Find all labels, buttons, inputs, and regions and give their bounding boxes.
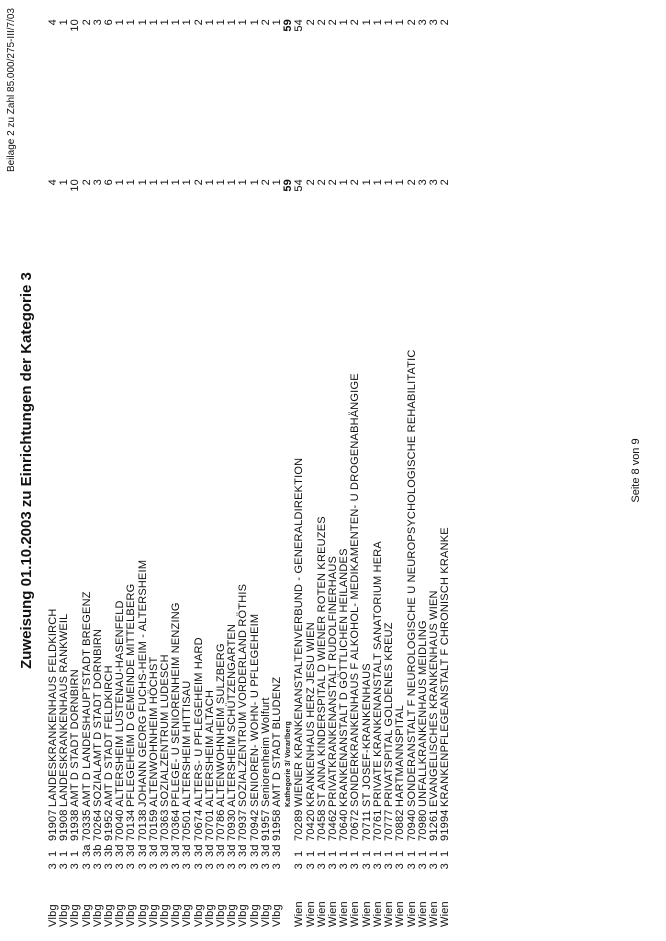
category-cell: 3: [259, 863, 272, 870]
facility-code-cell: 70462: [327, 809, 340, 841]
subcategory-cell: 1: [371, 850, 384, 857]
allocation-total-cell: 54: [293, 19, 306, 32]
state-cell: Vlbg: [47, 904, 59, 927]
subcategory-cell: 3d: [170, 844, 183, 857]
table-row: [238, 19, 249, 927]
subcategory-cell: 3b: [103, 844, 116, 857]
subcategory-cell: 3d: [136, 844, 149, 857]
subcategory-cell: 3b: [91, 844, 104, 857]
facility-code-cell: 70882: [394, 809, 407, 841]
allocation-value-cell: 1: [114, 179, 127, 186]
facility-name-cell: SENIOREN- WOHN- U PFLEGEHEIM: [248, 613, 261, 807]
facility-code-cell: 70335: [80, 809, 93, 841]
category-cell: 3: [192, 863, 205, 870]
state-cell: Wien: [383, 901, 396, 927]
category-cell: 3: [125, 863, 138, 870]
subcategory-cell: 1: [405, 850, 418, 857]
facility-code-cell: 70672: [349, 809, 362, 841]
category-cell: 3: [58, 863, 71, 870]
facility-code-cell: 70940: [405, 809, 418, 841]
allocation-value-cell: 3: [416, 179, 429, 186]
category-cell: 3: [237, 863, 250, 870]
facility-name-cell: AMT D STADT FELDKIRCH: [103, 665, 116, 807]
allocation-value-cell: 1: [125, 179, 138, 186]
allocation-total-cell: 1: [394, 19, 407, 26]
allocation-total-cell: 3: [416, 19, 429, 26]
allocation-value-cell: 6: [103, 179, 116, 186]
category-cell: 3: [159, 863, 172, 870]
state-cell: Vlbg: [226, 904, 239, 927]
subcategory-cell: 1: [304, 850, 317, 857]
facility-code-cell: 70674: [192, 809, 205, 841]
allocation-value-cell: 1: [338, 179, 351, 186]
facility-code-cell: 70761: [371, 809, 384, 841]
allocation-total-cell: 1: [170, 19, 183, 26]
category-cell: 3: [91, 863, 104, 870]
facility-name-cell: KRANKENANSTALT D GÖTTLICHEN HEILANDES: [338, 548, 351, 807]
allocation-total-cell: 1: [215, 19, 228, 26]
facility-code-cell: 70501: [181, 809, 194, 841]
facility-code-cell: 91908: [58, 809, 71, 841]
subcategory-cell: 3d: [159, 844, 172, 857]
facility-code-cell: 70458: [315, 809, 328, 841]
facility-name-cell: ALTENWOHNHEIM HÖCHST: [147, 656, 160, 807]
allocation-value-cell: 1: [203, 179, 216, 186]
table-row: [395, 19, 406, 927]
allocation-value-cell: 1: [170, 179, 183, 186]
category-cell: 3: [338, 863, 351, 870]
allocation-total-cell: 1: [136, 19, 149, 26]
facility-name-cell: PRIVATE KRANKENANSTALT SANATORIUM HERA: [371, 541, 384, 807]
state-cell: Vlbg: [259, 904, 272, 927]
subcategory-cell: 3d: [248, 844, 261, 857]
allocation-value-cell: 2: [327, 179, 340, 186]
allocation-total-cell: 3: [427, 19, 440, 26]
facility-code-cell: 70937: [237, 809, 250, 841]
facility-code-cell: 70786: [215, 809, 228, 841]
category-cell: 3: [439, 863, 452, 870]
allocation-total-cell: 1: [58, 19, 71, 26]
allocation-value-cell: 1: [215, 179, 228, 186]
subcategory-cell: 3d: [203, 844, 216, 857]
allocation-total-cell: 1: [237, 19, 250, 26]
subcategory-cell: 1: [47, 850, 59, 857]
state-cell: Wien: [371, 901, 384, 927]
facility-name-cell: KRANKENPFLEGEANSTALT F CHRONISCH KRANKE: [439, 527, 452, 807]
allocation-value-cell: 2: [192, 179, 205, 186]
facility-code-cell: 91261: [427, 809, 440, 841]
facility-name-cell: ALTERS- U PFLEGEHEIM HARD: [192, 637, 205, 807]
facility-name-cell: ALTERSHEIM LUSTENAU-HASENFELD: [114, 600, 127, 807]
state-cell: Wien: [349, 901, 362, 927]
subcategory-cell: 1: [394, 850, 407, 857]
facility-name-cell: ST JOSEF-KRANKENHAUS: [360, 663, 373, 807]
facility-code-cell: 70363: [159, 809, 172, 841]
allocation-total-cell: 59: [282, 19, 295, 32]
category-cell: 3: [371, 863, 384, 870]
facility-name-cell: SONDERKRANKENHAUS F ALKOHOL- MEDIKAMENTEN- U DROGENABHÄNGIGE: [349, 373, 362, 807]
facility-code-cell: 91907: [47, 809, 59, 841]
allocation-value-cell: 3: [91, 179, 104, 186]
state-cell: Wien: [304, 901, 317, 927]
facility-name-cell: PRIVATKRANKENANSTALT RUDOLFINERHAUS: [327, 555, 340, 807]
state-cell: Wien: [338, 901, 351, 927]
page-number: Seite 8 von 9: [630, 438, 642, 503]
subcategory-cell: 1: [327, 850, 340, 857]
allocation-value-cell: 54: [293, 179, 306, 192]
state-cell: Vlbg: [114, 904, 127, 927]
allocation-total-cell: 1: [147, 19, 160, 26]
subcategory-cell: 1: [58, 850, 71, 857]
category-cell: 3: [271, 863, 284, 870]
allocation-total-cell: 1: [125, 19, 138, 26]
subcategory-cell: 3d: [192, 844, 205, 857]
subcategory-cell: 1: [383, 850, 396, 857]
allocation-total-cell: 1: [114, 19, 127, 26]
state-cell: Vlbg: [192, 904, 205, 927]
allocation-value-cell: 59: [282, 179, 295, 192]
facility-name-cell: PRIVATSPITAL GOLDENES KREUZ: [383, 622, 396, 807]
allocation-value-cell: 10: [69, 179, 82, 192]
category-cell: 3: [304, 863, 317, 870]
facility-name-cell: AMT D STADT BLUDENZ: [271, 676, 284, 807]
table-row: [70, 19, 81, 927]
subcategory-cell: 3d: [215, 844, 228, 857]
allocation-total-cell: 1: [271, 19, 284, 26]
allocation-value-cell: 1: [394, 179, 407, 186]
facility-name-cell: SONDERANSTALT F NEUROLOGISCHE U NEUROPSYCHOLOGISCHE REHABILITATIC: [405, 349, 418, 807]
state-cell: Vlbg: [248, 904, 261, 927]
state-cell: Wien: [394, 901, 407, 927]
allocation-value-cell: 2: [349, 179, 362, 186]
facility-table: [48, 19, 451, 927]
allocation-total-cell: 2: [192, 19, 205, 26]
state-cell: Vlbg: [58, 904, 71, 927]
allocation-value-cell: 1: [271, 179, 284, 186]
category-cell: 3: [136, 863, 149, 870]
allocation-value-cell: 2: [80, 179, 93, 186]
state-cell: Wien: [405, 901, 418, 927]
facility-code-cell: 70701: [203, 809, 216, 841]
allocation-value-cell: 4: [47, 179, 59, 186]
subcategory-cell: 3a: [80, 844, 93, 857]
category-cell: 3: [69, 863, 82, 870]
facility-code-cell: 70134: [125, 809, 138, 841]
allocation-total-cell: 1: [226, 19, 239, 26]
state-cell: Vlbg: [103, 904, 116, 927]
allocation-total-cell: 3: [91, 19, 104, 26]
allocation-total-cell: 4: [47, 19, 59, 26]
category-cell: 3: [114, 863, 127, 870]
state-cell: Vlbg: [181, 904, 194, 927]
state-cell: Wien: [327, 901, 340, 927]
facility-name-cell: JOHANN GEORG FUCHS-HEIM - ALTERSHEIM: [136, 559, 149, 807]
allocation-value-cell: 1: [159, 179, 172, 186]
facility-name-cell: SOZIALZENTRUM VORDERLAND RÖTHIS: [237, 583, 250, 807]
subcategory-cell: 1: [315, 850, 328, 857]
facility-name-cell: ALTENWOHNHEIM SULZBERG: [215, 643, 228, 807]
facility-table-body: [48, 19, 451, 927]
category-cell: 3: [103, 863, 116, 870]
table-row: [126, 19, 137, 927]
facility-name-cell: LANDESKRANKENHAUS RANKWEIL: [58, 613, 71, 807]
facility-name-cell: WIENER KRANKENANSTALTENVERBUND - GENERALDIREKTION: [293, 457, 306, 807]
facility-code-cell: 91994: [439, 809, 452, 841]
subcategory-cell: 1: [69, 850, 82, 857]
facility-code-cell: 70040: [114, 809, 127, 841]
category-cell: 3: [416, 863, 429, 870]
subcategory-cell: 3d: [125, 844, 138, 857]
facility-code-cell: 70930: [226, 809, 239, 841]
allocation-value-cell: 2: [405, 179, 418, 186]
state-cell: Wien: [293, 901, 306, 927]
facility-name-cell: SOZIALZENTRUM LUDESCH: [159, 654, 172, 807]
allocation-value-cell: 1: [383, 179, 396, 186]
facility-code-cell: 70138: [136, 809, 149, 841]
state-cell: Wien: [416, 901, 429, 927]
table-row: [272, 19, 283, 927]
facility-code-cell: 70711: [360, 810, 373, 841]
allocation-value-cell: 1: [360, 179, 373, 186]
state-cell: Vlbg: [215, 904, 228, 927]
allocation-total-cell: 10: [69, 19, 82, 32]
allocation-total-cell: 2: [439, 19, 452, 26]
allocation-value-cell: 1: [58, 179, 71, 186]
subcategory-cell: 3d: [237, 844, 250, 857]
subcategory-cell: 3d: [147, 844, 160, 857]
facility-code-cell: 91957: [259, 809, 272, 841]
allocation-total-cell: 2: [327, 19, 340, 26]
allocation-total-cell: 1: [371, 19, 384, 26]
allocation-total-cell: 1: [248, 19, 261, 26]
allocation-value-cell: 1: [371, 179, 384, 186]
facility-name-cell: PFLEGE- U SENIORENHEIM NENZING: [170, 602, 183, 807]
facility-code-cell: 91952: [103, 809, 116, 841]
subcategory-cell: 3d: [271, 844, 284, 857]
allocation-total-cell: 1: [159, 19, 172, 26]
allocation-total-cell: 1: [338, 19, 351, 26]
subcategory-cell: 3d: [259, 844, 272, 857]
state-cell: Vlbg: [170, 904, 183, 927]
state-cell: Vlbg: [203, 904, 216, 927]
facility-code-cell: 70264: [91, 809, 104, 841]
facility-name-cell: Kathegorie 3/ Vorarlberg: [285, 721, 293, 807]
allocation-value-cell: 1: [181, 179, 194, 186]
allocation-value-cell: 1: [226, 179, 239, 186]
facility-code-cell: 70942: [248, 809, 261, 841]
category-cell: 3: [248, 863, 261, 870]
state-cell: Wien: [360, 901, 373, 927]
facility-name-cell: AMT D STADT DORNBIRN: [69, 669, 82, 807]
category-cell: 3: [427, 863, 440, 870]
allocation-total-cell: 2: [315, 19, 328, 26]
allocation-total-cell: 1: [383, 19, 396, 26]
facility-code-cell: 70289: [293, 809, 306, 841]
facility-name-cell: SOZIALAMT D STADT DORNBIRN: [91, 628, 104, 807]
allocation-total-cell: 2: [80, 19, 93, 26]
facility-name-cell: ALTERSHEIM HITTISAU: [181, 680, 194, 807]
facility-code-cell: 70420: [304, 809, 317, 841]
facility-code-cell: 91958: [271, 809, 284, 841]
subcategory-cell: 3d: [181, 844, 194, 857]
category-cell: 3: [215, 863, 228, 870]
state-cell: Vlbg: [159, 904, 172, 927]
subcategory-cell: 1: [338, 850, 351, 857]
category-cell: 3: [383, 863, 396, 870]
facility-name-cell: ALTERSHEIM SCHÜTZENGARTEN: [226, 623, 239, 807]
state-cell: Vlbg: [237, 904, 250, 927]
allocation-total-cell: 1: [181, 19, 194, 26]
allocation-value-cell: 1: [237, 179, 250, 186]
subcategory-cell: 1: [360, 850, 373, 857]
allocation-total-cell: 6: [103, 19, 116, 26]
category-cell: 3: [360, 863, 373, 870]
category-cell: 3: [170, 863, 183, 870]
facility-name-cell: PFLEGEHEIM D GEMEINDE MITTELBERG: [125, 583, 138, 807]
table-row: [294, 19, 305, 927]
table-row: [350, 19, 361, 927]
state-cell: Wien: [315, 901, 328, 927]
category-cell: 3: [80, 863, 93, 870]
table-row: [440, 19, 451, 927]
category-cell: 3: [147, 863, 160, 870]
facility-name-cell: HARTMANNSPITAL: [394, 704, 407, 807]
state-cell: Vlbg: [125, 904, 138, 927]
state-cell: Vlbg: [69, 904, 82, 927]
facility-name-cell: KRANKENHAUS HERZ JESU WIEN: [304, 622, 317, 807]
subcategory-cell: 1: [293, 850, 306, 857]
subcategory-cell: 1: [349, 850, 362, 857]
facility-code-cell: 70364: [170, 809, 183, 841]
facility-code-cell: 91938: [69, 809, 82, 841]
facility-name-cell: ST ANNA KINDERSPITAL D WIENER ROTEN KREUZES: [315, 516, 328, 807]
facility-name-cell: LANDESKRANKENHAUS FELDKIRCH: [47, 608, 59, 807]
category-cell: 3: [405, 863, 418, 870]
allocation-value-cell: 1: [248, 179, 261, 186]
facility-name-cell: ALTERSHEIM ALTACH: [203, 689, 216, 807]
facility-name-cell: AMT D LANDESHAUPTSTADT BREGENZ: [80, 591, 93, 807]
category-cell: 3: [315, 863, 328, 870]
allocation-value-cell: 2: [304, 179, 317, 186]
subcategory-cell: 3d: [226, 844, 239, 857]
facility-code-cell: 70159: [147, 809, 160, 841]
state-cell: Vlbg: [147, 904, 160, 927]
facility-code-cell: 70777: [383, 809, 396, 841]
state-cell: Vlbg: [136, 904, 149, 927]
allocation-value-cell: 1: [136, 179, 149, 186]
facility-name-cell: UNFALLKRANKENHAUS MEIDLING: [416, 620, 429, 807]
allocation-value-cell: 3: [427, 179, 440, 186]
category-cell: 3: [203, 863, 216, 870]
category-cell: 3: [293, 863, 306, 870]
attachment-note: Beilage 2 zu Zahl 85.000/275-III/7/03: [6, 8, 17, 173]
category-cell: 3: [181, 863, 194, 870]
facility-code-cell: 70980: [416, 809, 429, 841]
allocation-total-cell: 1: [360, 19, 373, 26]
table-row: [182, 19, 193, 927]
category-cell: 3: [47, 863, 59, 870]
allocation-total-cell: 2: [349, 19, 362, 26]
allocation-value-cell: 2: [315, 179, 328, 186]
category-cell: 3: [394, 863, 407, 870]
allocation-total-cell: 2: [259, 19, 272, 26]
category-cell: [283, 857, 294, 883]
facility-name-cell: Seniorenheim Wolfurt: [259, 697, 272, 807]
allocation-value-cell: 1: [147, 179, 160, 186]
subcategory-cell: 1: [439, 850, 452, 857]
allocation-total-cell: 2: [304, 19, 317, 26]
state-cell: Wien: [439, 901, 452, 927]
subcategory-cell: 1: [416, 850, 429, 857]
facility-code-cell: 70640: [338, 809, 351, 841]
category-cell: 3: [327, 863, 340, 870]
state-cell: Wien: [427, 901, 440, 927]
allocation-value-cell: 2: [259, 179, 272, 186]
category-cell: 3: [349, 863, 362, 870]
allocation-total-cell: 2: [405, 19, 418, 26]
facility-name-cell: EVANGELISCHES KRANKENHAUS WIEN: [427, 590, 440, 807]
page-title: Zuweisung 01.10.2003 zu Einrichtungen der Kategorie 3: [18, 272, 35, 669]
allocation-total-cell: 1: [203, 19, 216, 26]
category-cell: 3: [226, 863, 239, 870]
state-cell: Vlbg: [80, 904, 93, 927]
subcategory-cell: 1: [427, 850, 440, 857]
subcategory-cell: 3d: [114, 844, 127, 857]
state-cell: Vlbg: [271, 904, 284, 927]
state-cell: Vlbg: [91, 904, 104, 927]
allocation-value-cell: 2: [439, 179, 452, 186]
